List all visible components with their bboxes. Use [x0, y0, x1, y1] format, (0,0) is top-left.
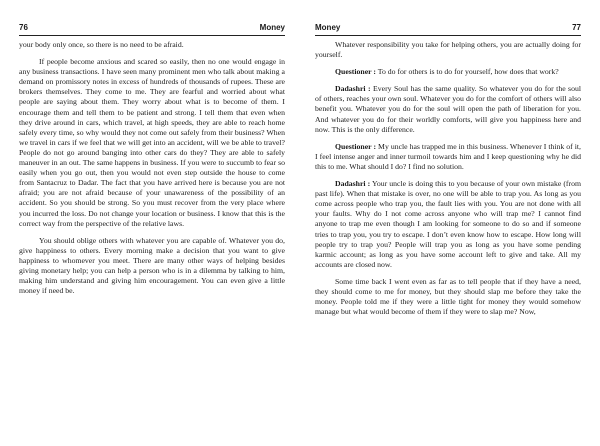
left-running-head: Money	[259, 23, 285, 32]
paragraph: If people become anxious and scared so easily, then no one would engage in any business transactions. I have seen many prominent men who talk about making a demand on promissory notes in excess of hundreds of thousands of rupees. These are brokers themselves. They come to me. They are fearful and worried about what people are saying about them. They worry about what is to become of them. I encourage them and tell them to be patient and strong. I tell them that even when they drive around in cars, which travel, at high speeds, they are able to reach home safely every time, so why would they not come out safely from their business? When we travel in cars if we feel that we will get into an accident, will we be able to travel? People do not go around banging into other cars do they? They are able to safely maneuver in an out. The same happens in business. If you were to succumb to fear so easily when you go out, then you would not even step outside the house to come from Santacruz to Dadar. The fact that you have arrived here is because you are not afraid; you are not afraid because of your unawareness of the possibility of an accident. So you should be strong. So you must recover from the very place where you incurred the loss. Do not change your location or business. I know that this is the correct way from the perspective of the relative laws.	[19, 57, 285, 228]
paragraph: You should oblige others with whatever you are capable of. Whatever you do, give happiness to others. Every morning make a decision that you want to give happiness to whomever you meet. There are many other ways of helping besides giving monetary help; you can help a person who is in a dilemma by talking to him, making him understand and giving him encouragement. You can even give a little money if need be.	[19, 235, 285, 296]
dialogue-paragraph: Dadashri : Every Soul has the same quality. So whatever you do for the soul of others, reaches your own soul. Whatever you do for the comfort of others will also benefit you. Whatever you do for the soul will open the path of liberation for you. And whatever you do for their worldly comforts, will give you happiness here and now. This is the only difference.	[315, 84, 581, 134]
speaker-label: Questioner :	[335, 67, 376, 77]
speaker-label: Questioner :	[335, 141, 377, 151]
paragraph: Some time back I went even as far as to tell people that if they have a need, they should come to me for money, but they should slap me before they take the money. People told me if they were a little tight for money they would somehow manage but what would become of them if they were to slap me? Now,	[315, 276, 581, 317]
left-page-body	[19, 40, 285, 303]
dialogue-paragraph: Questioner : My uncle has trapped me in this business. Whenever I think of it, I feel intense anger and inner turmoil towards him and I keep questioning why he did this to me. What should I do? I find no solution.	[315, 141, 581, 171]
right-page-number: 77	[572, 23, 581, 32]
left-page	[19, 0, 285, 446]
left-page-number: 76	[19, 23, 28, 32]
right-header-rule	[315, 35, 581, 36]
speaker-label: Dadashri :	[335, 84, 371, 94]
right-page-body	[315, 40, 581, 324]
speaker-label: Dadashri :	[335, 179, 371, 189]
paragraph: Whatever responsibility you take for helping others, you are actually doing for yourself.	[315, 40, 581, 60]
dialogue-paragraph: Dadashri : Your uncle is doing this to you because of your own mistake (from past life). When that mistake is over, no one will be able to trap you. As long as you come across people who trap you, the fault lies with you. You are not done with all your faults. Why do I not come across anyone who will trap me? I cannot find anyone to trap me even though I am looking for someone to do so and if someone tries to trap you, you try to escape. I don’t even know how to escape. How long will people try to trap you? People will trap you as long as you have some pending karmic account; as long as you have some account left to give and take. All my accounts are closed now.	[315, 179, 581, 269]
right-running-head: Money	[315, 23, 341, 32]
right-page-header	[315, 22, 581, 34]
paragraph: your body only once, so there is no need to be afraid.	[19, 40, 184, 49]
dialogue-paragraph: Questioner : To do for others is to do for yourself, how does that work?	[335, 67, 559, 77]
right-page	[315, 0, 581, 446]
left-header-rule	[19, 35, 285, 36]
left-page-header	[19, 22, 285, 34]
